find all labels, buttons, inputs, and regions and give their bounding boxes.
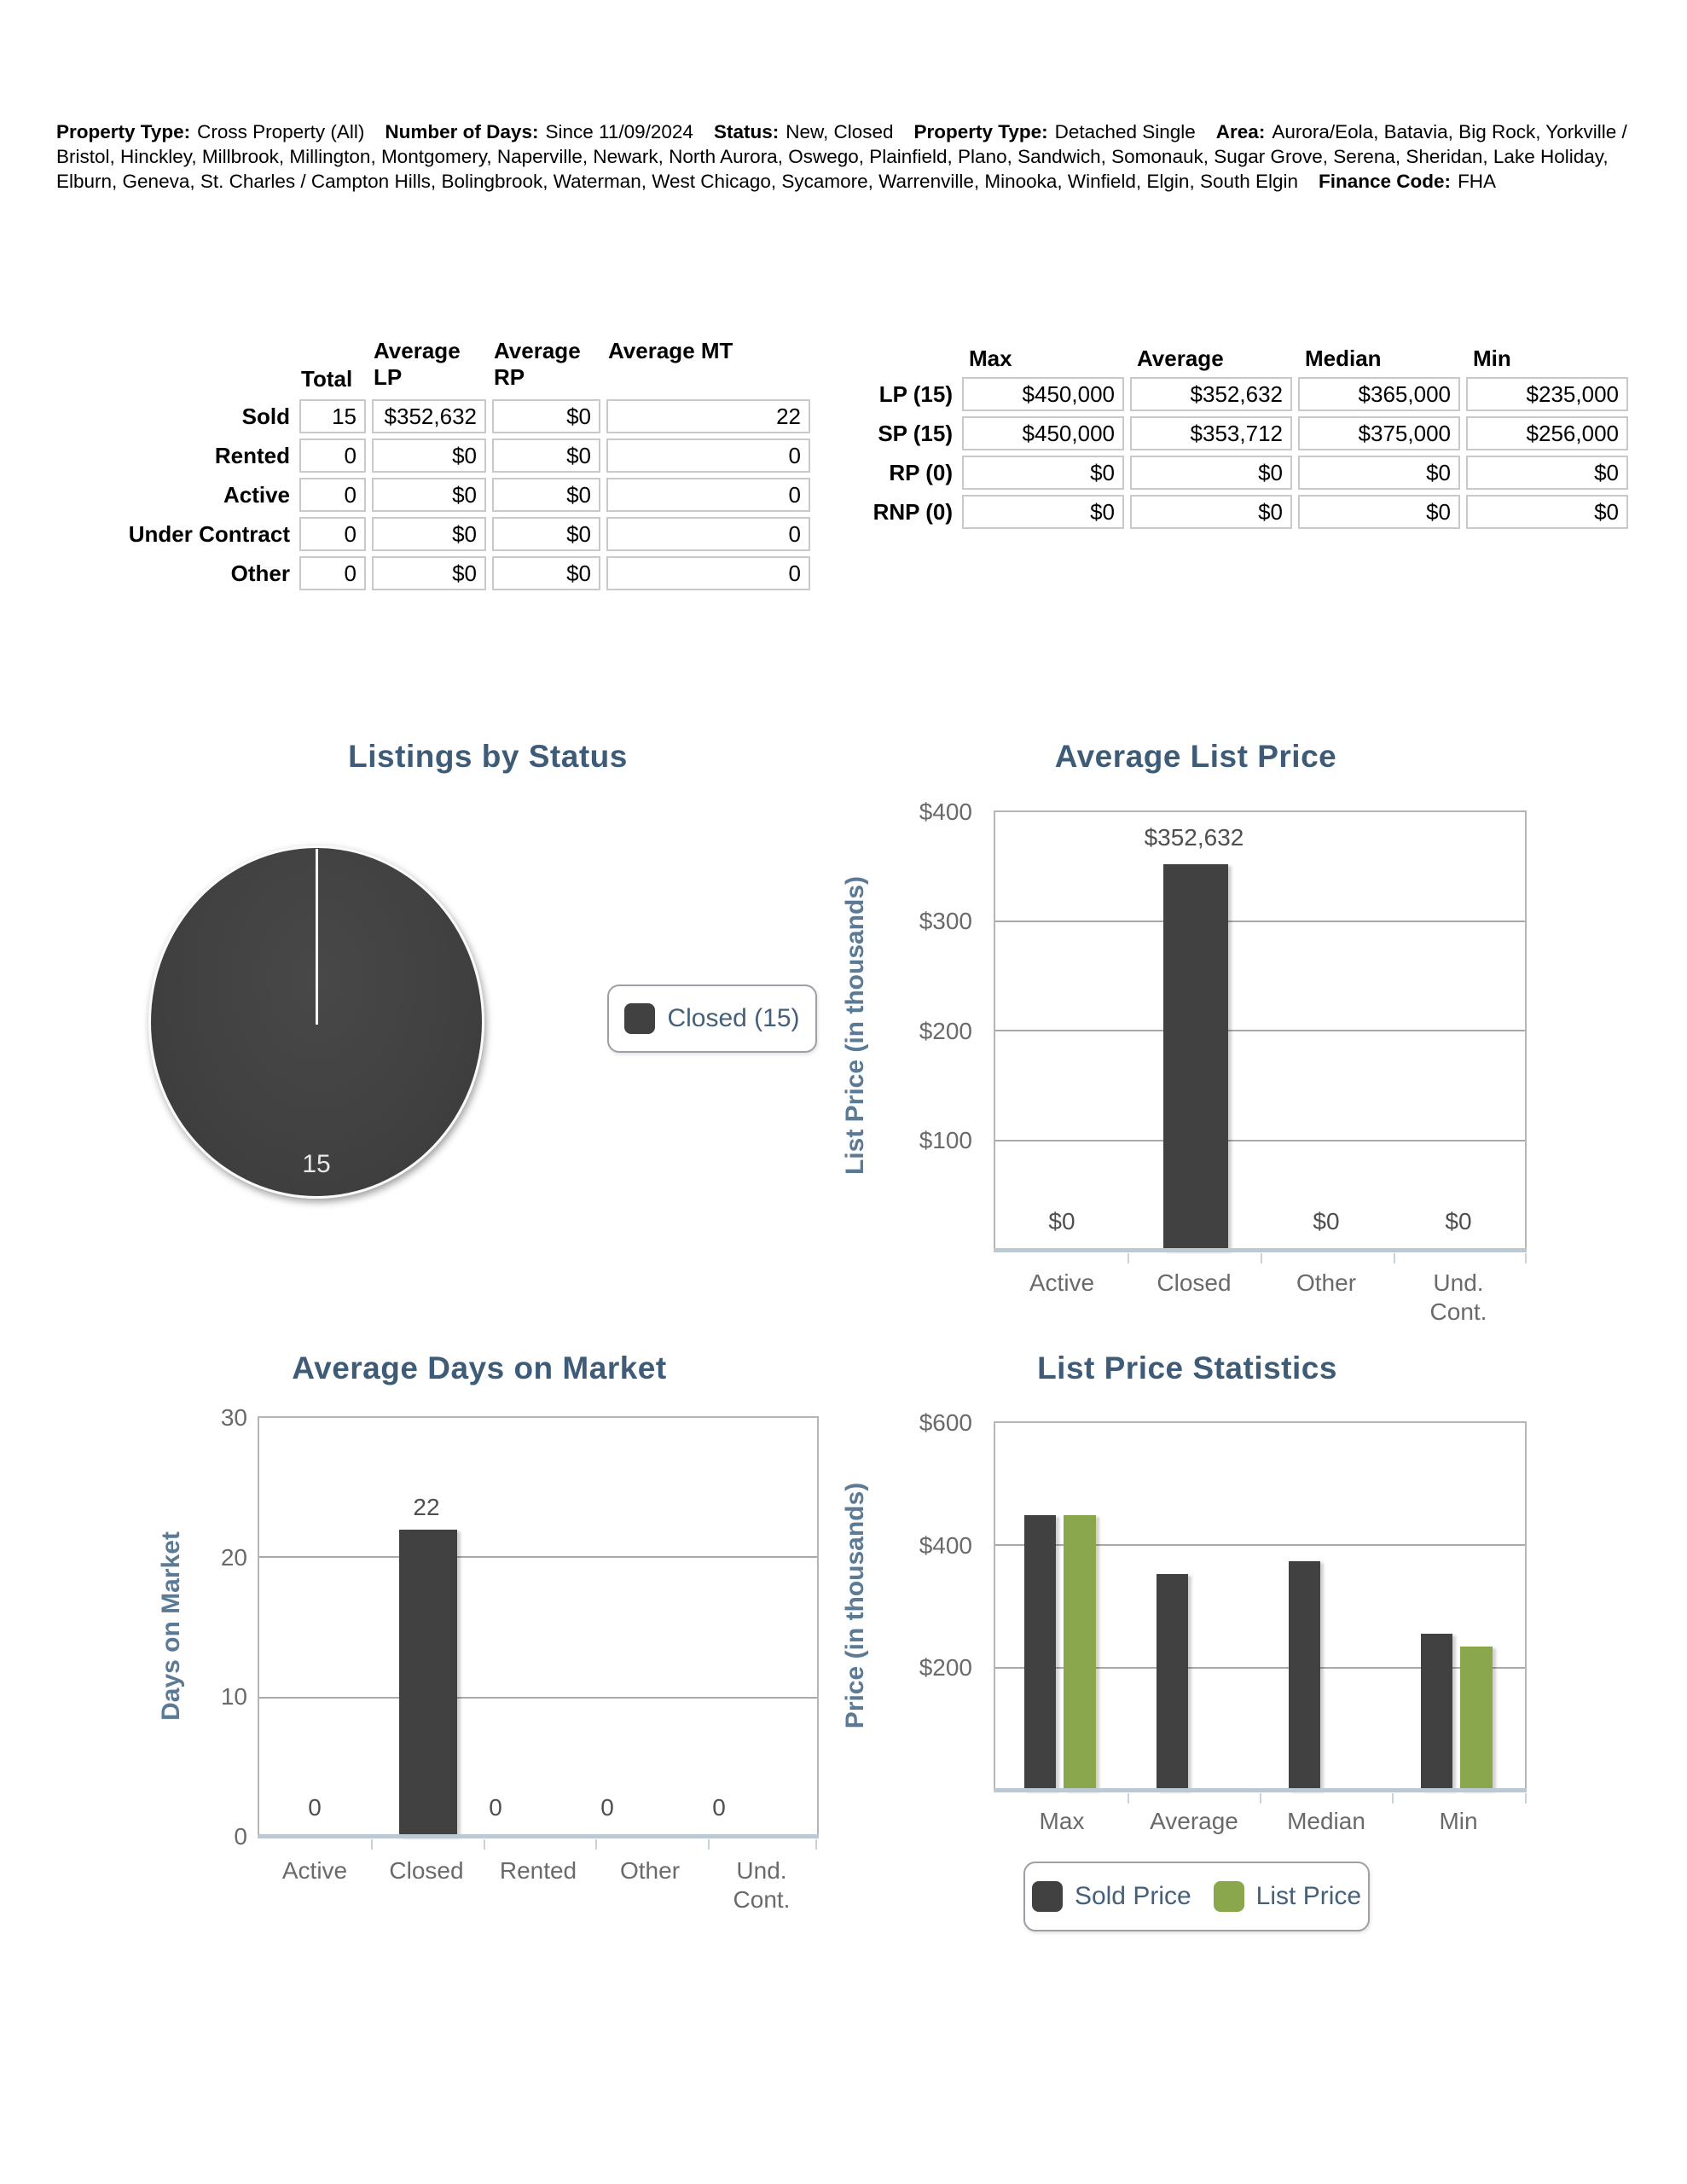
table-row: [852, 416, 1628, 450]
legend-label: Closed (15): [667, 1004, 800, 1032]
bar-average-sold-price: [1157, 1574, 1188, 1791]
avg-list-price-y-axis-title: List Price (in thousands): [841, 875, 869, 1176]
criteria-value: Since 11/09/2024: [545, 121, 693, 142]
x-tick-mark: [1128, 1793, 1129, 1804]
bar-max-sold-price: [1024, 1515, 1056, 1791]
cell-active-avg-lp: $0: [372, 478, 486, 512]
list-price-statistics-plot-area: [994, 1421, 1527, 1792]
criteria-label: Finance Code:: [1319, 171, 1452, 192]
x-category-label: Closed: [389, 1857, 464, 1884]
x-axis-line: [994, 1788, 1527, 1792]
cell-sp-min: $256,000: [1466, 416, 1628, 450]
row-label-other: Other: [230, 560, 290, 586]
legend-label: List Price: [1255, 1882, 1362, 1910]
x-category-label: Other: [1296, 1269, 1357, 1296]
column-header-average-rp: Average RP: [494, 338, 581, 390]
x-tick-mark: [371, 1839, 373, 1850]
cell-rnp-max: $0: [962, 495, 1124, 529]
gridline: [259, 1697, 817, 1699]
y-tick: 0: [234, 1823, 247, 1850]
cell-other-avg-lp: $0: [372, 556, 486, 590]
bar-value-label: $0: [1048, 1208, 1075, 1234]
cell-sold-avg-mt: 22: [606, 399, 810, 433]
pie-slice-divider: [316, 849, 318, 1025]
cell-sp-median: $375,000: [1298, 416, 1460, 450]
cell-active-avg-mt: 0: [606, 478, 810, 512]
bar-min-sold-price: [1421, 1634, 1452, 1791]
bar-value-label: 0: [600, 1794, 614, 1821]
row-label-rp: RP (0): [889, 459, 953, 485]
cell-rented-avg-mt: 0: [606, 439, 810, 473]
y-tick: $400: [919, 799, 972, 825]
cell-lp-max: $450,000: [962, 377, 1124, 411]
x-tick-mark: [1525, 1793, 1527, 1804]
criteria-value: New, Closed: [786, 121, 894, 142]
x-category-label: Rented: [499, 1857, 577, 1884]
table-row: [96, 399, 810, 433]
column-header-total: Total: [301, 366, 353, 392]
criteria-label: Property Type:: [56, 121, 191, 142]
cell-other-avg-rp: $0: [492, 556, 600, 590]
bar-median-sold-price: [1289, 1561, 1320, 1791]
x-category-label: Active: [1029, 1269, 1095, 1296]
report-criteria-header: [56, 119, 1639, 194]
cell-lp-min: $235,000: [1466, 377, 1628, 411]
cell-rnp-median: $0: [1298, 495, 1460, 529]
x-tick-mark: [1525, 1253, 1527, 1263]
avg-days-on-market-y-axis-title: Days on Market: [157, 1531, 185, 1721]
bar-value-label: 0: [712, 1794, 726, 1821]
x-tick-mark: [1260, 1793, 1261, 1804]
x-tick-mark: [1394, 1253, 1395, 1263]
criteria-value-area-list: Aurora/Eola, Batavia, Big Rock, Yorkville / Bristol, Hinckley, Millbrook, Millington, Montgomery, Naperville, Newark, North Aurora, Oswego, Plainfield, Plano, Sandwich, Somonauk, Sugar Grove, Serena, Sheridan, Lake Holiday, Elburn, Geneva, St. Charles / Campton Hills, Bolingbrook, Waterman, West Chicago, Sycamore, Warrenville, Minooka, Winfield, Elgin, South Elgin: [56, 121, 1627, 192]
x-tick-mark: [595, 1839, 597, 1850]
table-row: [96, 556, 810, 590]
bar-max-list-price: [1064, 1515, 1096, 1791]
gridline: [995, 1030, 1525, 1031]
criteria-label: Property Type:: [913, 121, 1048, 142]
cell-rp-median: $0: [1298, 456, 1460, 490]
row-label-sold: Sold: [241, 403, 290, 429]
cell-rnp-min: $0: [1466, 495, 1628, 529]
corner-cell: [96, 338, 293, 394]
row-label-sp: SP (15): [878, 420, 953, 446]
x-tick-mark: [815, 1839, 817, 1850]
sold-price-swatch-icon: [1032, 1881, 1063, 1912]
cell-rented-avg-lp: $0: [372, 439, 486, 473]
cell-rented-avg-rp: $0: [492, 439, 600, 473]
row-label-lp: LP (15): [878, 380, 953, 407]
cell-sold-avg-rp: $0: [492, 399, 600, 433]
x-category-label: Active: [281, 1857, 348, 1884]
x-tick-mark: [1128, 1253, 1129, 1263]
table-row: [852, 495, 1628, 529]
bar-value-label: $352,632: [1144, 824, 1244, 851]
bar-min-list-price: [1460, 1647, 1493, 1791]
x-category-label: Und. Cont.: [1429, 1269, 1487, 1325]
y-tick: 20: [220, 1544, 247, 1571]
table-row: [96, 478, 810, 512]
list-price-statistics-legend: [1023, 1862, 1370, 1931]
column-header-average-mt: Average MT: [608, 338, 733, 363]
cell-lp-average: $352,632: [1130, 377, 1292, 411]
column-header-average: Average: [1137, 346, 1224, 371]
bar-closed-avg-list-price: [1163, 864, 1228, 1251]
x-axis-line: [994, 1248, 1527, 1252]
row-label-rented: Rented: [214, 442, 290, 468]
cell-rented-total: 0: [299, 439, 366, 473]
legend-item-sold-price: [1032, 1881, 1191, 1912]
cell-sp-average: $353,712: [1130, 416, 1292, 450]
corner-cell: [852, 340, 956, 372]
row-label-under-contract: Under Contract: [128, 520, 290, 547]
cell-active-avg-rp: $0: [492, 478, 600, 512]
y-tick: $200: [919, 1018, 972, 1044]
x-tick-mark: [708, 1839, 710, 1850]
x-tick-mark: [1261, 1253, 1262, 1263]
x-category-label: Closed: [1157, 1269, 1232, 1296]
y-tick: $400: [919, 1532, 972, 1559]
bar-value-label: 0: [308, 1794, 322, 1821]
legend-item-closed: [624, 1003, 799, 1034]
legend-item-list-price: [1214, 1881, 1361, 1912]
x-axis-line: [258, 1834, 819, 1838]
criteria-label: Area:: [1215, 121, 1266, 142]
y-tick: $300: [919, 908, 972, 934]
cell-lp-median: $365,000: [1298, 377, 1460, 411]
legend-label: Sold Price: [1074, 1882, 1191, 1910]
cell-rp-average: $0: [1130, 456, 1292, 490]
gridline: [995, 1140, 1525, 1141]
column-header-average-lp: Average LP: [374, 338, 461, 390]
criteria-value: FHA: [1458, 171, 1497, 192]
cell-uc-total: 0: [299, 517, 366, 551]
y-tick: $200: [919, 1654, 972, 1681]
list-price-swatch-icon: [1214, 1881, 1244, 1912]
pie-slice-value-label: 15: [302, 1150, 331, 1178]
bar-value-label: 0: [489, 1794, 502, 1821]
column-header-median: Median: [1305, 346, 1382, 371]
avg-days-on-market-plot-area: [258, 1416, 819, 1838]
x-category-label: Other: [619, 1857, 681, 1884]
table-row: [96, 439, 810, 473]
criteria-value: Detached Single: [1054, 121, 1196, 142]
cell-uc-avg-rp: $0: [492, 517, 600, 551]
cell-rp-max: $0: [962, 456, 1124, 490]
cell-uc-avg-mt: 0: [606, 517, 810, 551]
row-label-active: Active: [223, 481, 290, 508]
y-tick: $100: [919, 1127, 972, 1153]
pie-chart-title: Listings by Status: [348, 739, 628, 774]
criteria-label: Status:: [713, 121, 780, 142]
pie-legend: [607, 985, 817, 1053]
criteria-label: Number of Days:: [385, 121, 539, 142]
cell-rnp-average: $0: [1130, 495, 1292, 529]
table-row: [96, 517, 810, 551]
bar-value-label: $0: [1445, 1208, 1472, 1234]
x-category-label: Average: [1150, 1808, 1238, 1834]
avg-list-price-title: Average List Price: [1054, 739, 1337, 774]
column-header-min: Min: [1473, 346, 1511, 371]
cell-other-total: 0: [299, 556, 366, 590]
bar-closed-days-on-market: [399, 1530, 457, 1837]
avg-list-price-plot-area: [994, 810, 1527, 1252]
bar-value-label: 22: [413, 1494, 440, 1520]
x-tick-mark: [1392, 1793, 1394, 1804]
column-header-max: Max: [969, 346, 1012, 371]
x-category-label: Und. Cont.: [733, 1857, 791, 1913]
criteria-value: Cross Property (All): [197, 121, 365, 142]
cell-rp-min: $0: [1466, 456, 1628, 490]
avg-days-on-market-title: Average Days on Market: [292, 1350, 667, 1385]
cell-uc-avg-lp: $0: [372, 517, 486, 551]
gridline: [259, 1556, 817, 1558]
row-label-rnp: RNP (0): [872, 498, 953, 525]
price-statistics-table: [846, 334, 1634, 534]
list-price-statistics-y-axis-title: Price (in thousands): [841, 1482, 869, 1729]
cell-sp-max: $450,000: [962, 416, 1124, 450]
bar-value-label: $0: [1313, 1208, 1340, 1234]
cell-other-avg-mt: 0: [606, 556, 810, 590]
cell-sold-avg-lp: $352,632: [372, 399, 486, 433]
x-category-label: Min: [1439, 1808, 1478, 1834]
x-tick-mark: [484, 1839, 485, 1850]
table-row: [852, 456, 1628, 490]
cell-active-total: 0: [299, 478, 366, 512]
y-tick: $600: [919, 1409, 972, 1436]
y-tick: 10: [220, 1683, 247, 1710]
closed-swatch-icon: [624, 1003, 655, 1034]
y-tick: 30: [220, 1404, 247, 1431]
x-category-label: Max: [1039, 1808, 1085, 1834]
gridline: [995, 921, 1525, 922]
cell-sold-total: 15: [299, 399, 366, 433]
list-price-statistics-title: List Price Statistics: [1037, 1350, 1337, 1385]
x-category-label: Median: [1287, 1808, 1365, 1834]
table-row: [852, 377, 1628, 411]
status-summary-table: [90, 333, 816, 595]
